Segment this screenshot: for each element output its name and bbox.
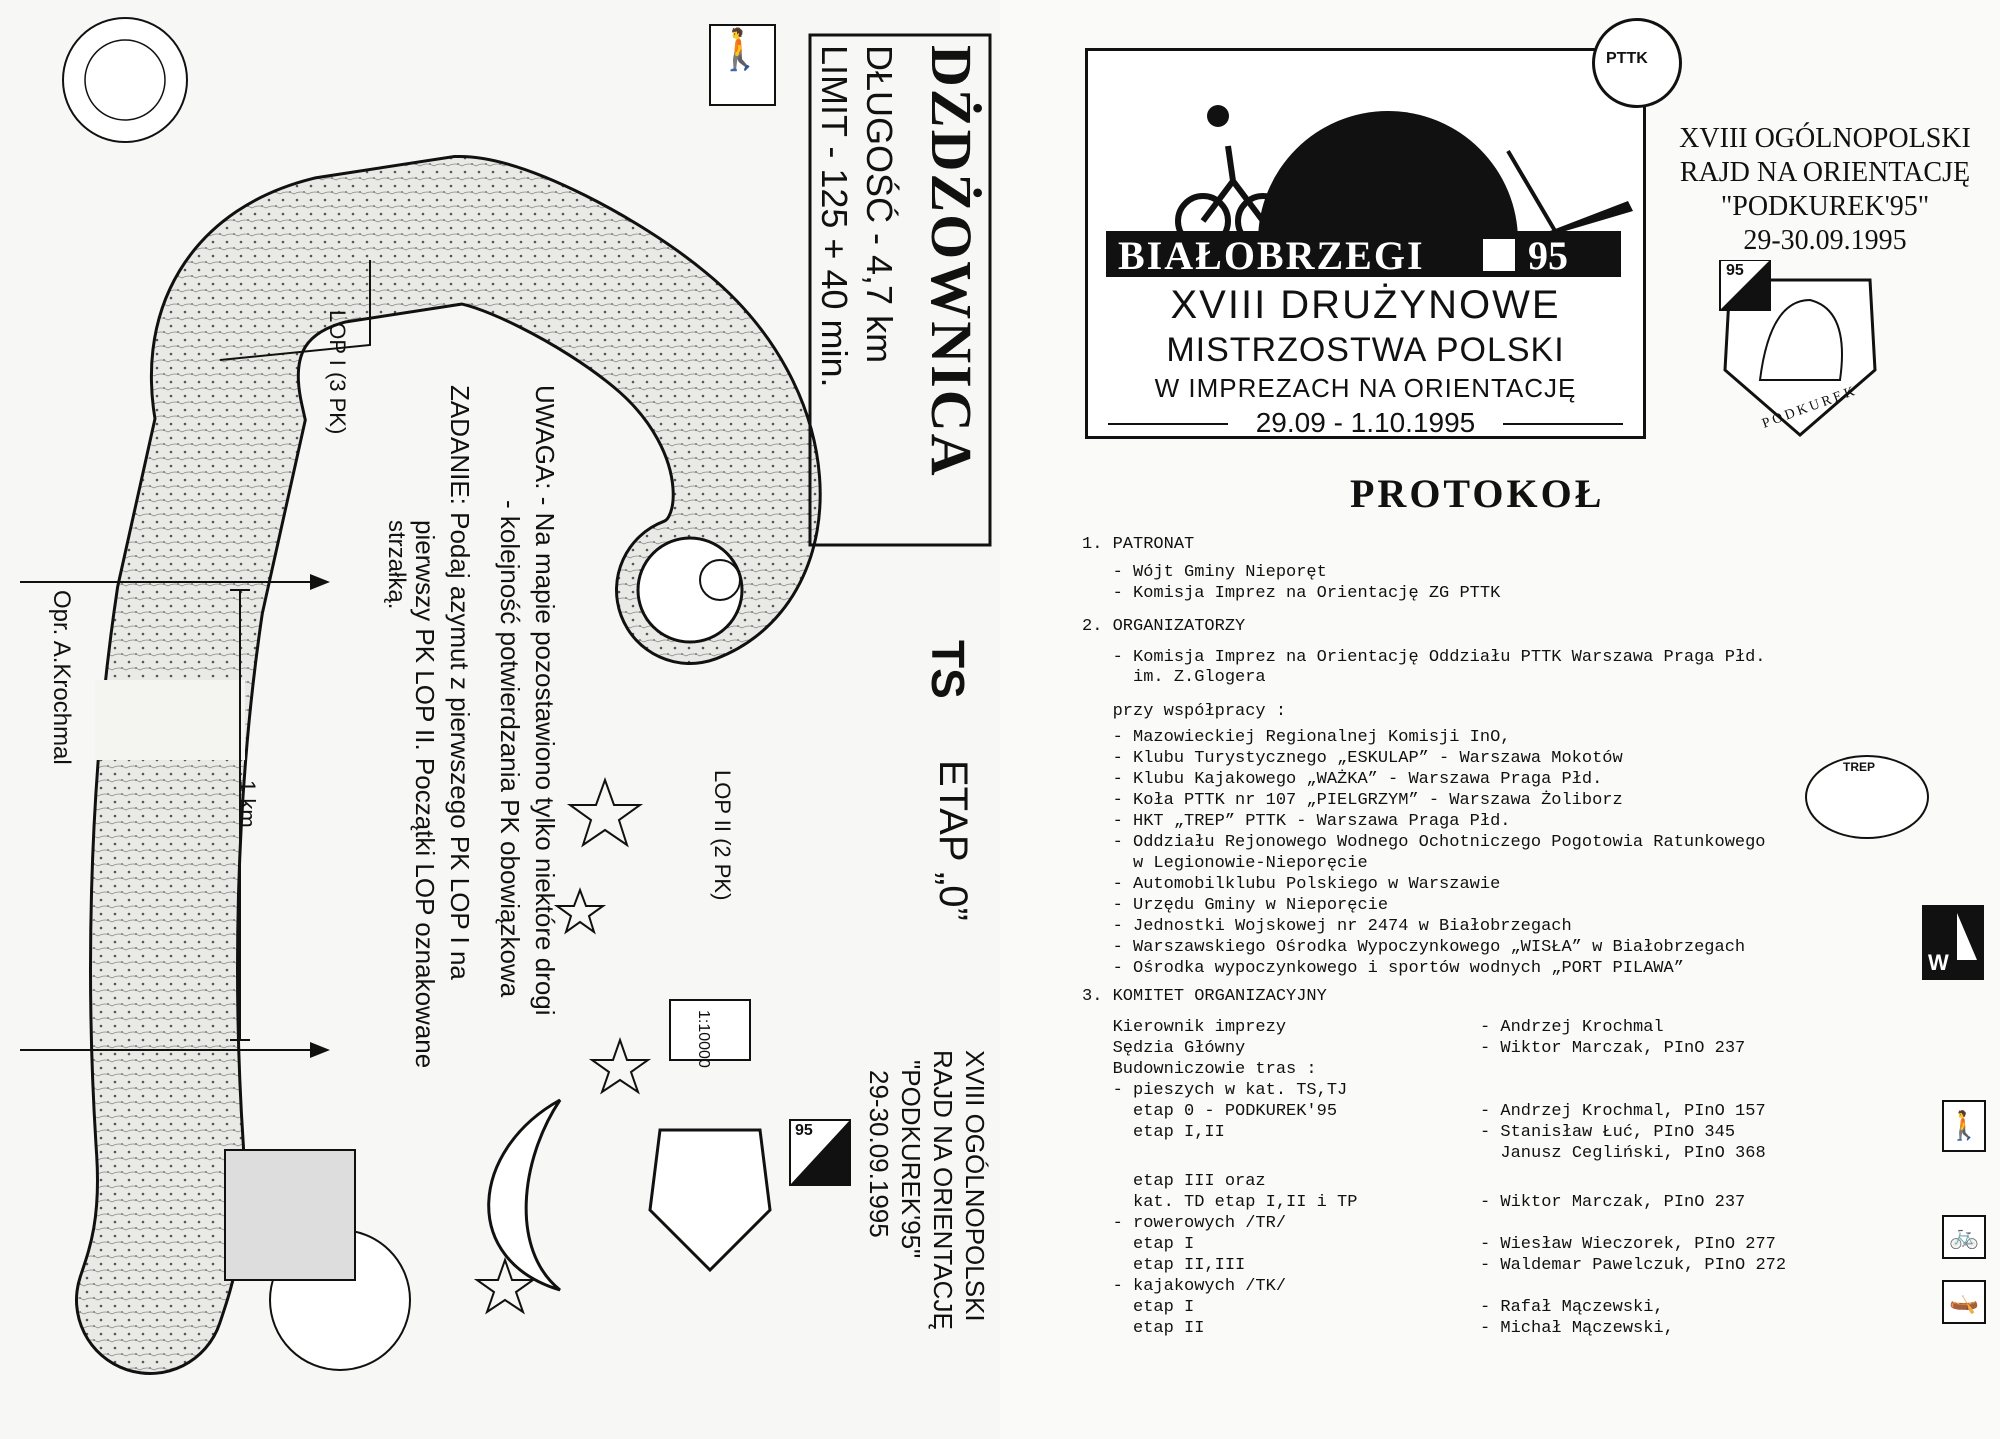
document-title: PROTOKOŁ: [1350, 471, 1605, 516]
task-line-1: ZADANIE: Podaj azymut z pierwszego PK LOP I na: [445, 385, 475, 980]
list-line: - Komisja Imprez na Orientację Oddziału PTTK Warszawa Praga Płd.: [1082, 648, 1766, 667]
list-line: - Jednostki Wojskowej nr 2474 w Białobrzegach: [1082, 917, 1572, 936]
lop1-label: LOP I (3 PK): [325, 310, 350, 435]
committee-person: - Waldemar Pawelczuk, PInO 272: [1480, 1256, 1787, 1275]
list-line: - Klubu Kajakowego „WAŻKA” - Warszawa Praga Płd.: [1082, 770, 1603, 789]
scale-bar-label: 1 km: [235, 780, 260, 828]
rally-line-2: RAJD NA ORIENTACJĘ: [928, 1050, 958, 1330]
list-line: - Oddziału Rejonowego Wodnego Ochotniczego Pogotowia Ratunkowego: [1082, 833, 1766, 852]
podkurek-badge-text: PODKUREK: [1760, 383, 1860, 432]
committee-person: - Wiktor Marczak, PInO 237: [1480, 1193, 1746, 1212]
list-line: - Mazowieckiej Regionalnej Komisji InO,: [1082, 728, 1511, 747]
committee-role: Kierownik imprezy: [1082, 1018, 1287, 1037]
committee-person: - Andrzej Krochmal, PInO 157: [1480, 1102, 1766, 1121]
banner-year: 95: [1528, 233, 1568, 278]
rally-line-3: "PODKUREK'95": [1720, 191, 1930, 222]
committee-person: - Andrzej Krochmal: [1480, 1018, 1664, 1037]
length-info: DŁUGOŚĆ - 4,7 km: [859, 45, 900, 364]
stage-label: ETAP „0”: [931, 760, 975, 921]
list-line: - Ośrodka wypoczynkowego i sportów wodnych „PORT PILAWA”: [1082, 959, 1684, 978]
committee-person: - Wiesław Wieczorek, PInO 277: [1480, 1235, 1776, 1254]
list-line: - Warszawskiego Ośrodka Wypoczynkowego „WISŁA” w Białobrzegach: [1082, 938, 1746, 957]
pttk-logo-text: PTTK: [1606, 50, 1648, 67]
committee-role: etap I,II: [1082, 1123, 1225, 1142]
list-line: 3. KOMITET ORGANIZACYJNY: [1082, 987, 1327, 1006]
banner-title: BIAŁOBRZEGI: [1118, 233, 1425, 278]
note-line-1: UWAGA: - Na mapie pozostawiono tylko niektóre drogi: [530, 385, 560, 1016]
task-line-2: pierwszy PK LOP II. Początki LOP oznakowane: [410, 520, 440, 1069]
category-ts: TS: [922, 640, 974, 699]
list-line: przy współpracy :: [1082, 702, 1287, 721]
committee-role: etap III oraz: [1082, 1172, 1266, 1191]
rally-line-4: 29-30.09.1995: [864, 1070, 894, 1238]
list-line: - HKT „TREP” PTTK - Warszawa Praga Płd.: [1082, 812, 1511, 831]
trep-badge-text: TREP: [1843, 760, 1876, 774]
championship-banner: [1085, 48, 1646, 439]
author-credit: Opr. A.Krochmal: [48, 590, 75, 765]
banner-dates: 29.09 - 1.10.1995: [1255, 407, 1476, 438]
list-line: - Wójt Gminy Nieporęt: [1082, 563, 1327, 582]
rally-line-3: "PODKUREK'95": [896, 1060, 926, 1259]
committee-role: kat. TD etap I,II i TP: [1082, 1193, 1358, 1212]
lop2-label: LOP II (2 PK): [710, 770, 735, 901]
map-title: DŻDŻOWNICA: [919, 45, 984, 478]
committee-role: - kajakowych /TK/: [1082, 1277, 1287, 1296]
right-page-protocol: [1000, 0, 2000, 1439]
sail-logo-letter: W: [1928, 950, 1949, 975]
banner-line-3: W IMPREZACH NA ORIENTACJĘ: [1154, 373, 1577, 403]
committee-role: etap I: [1082, 1298, 1195, 1317]
committee-person: Janusz Cegliński, PInO 368: [1480, 1144, 1766, 1163]
committee-role: etap II: [1082, 1319, 1205, 1338]
list-line: im. Z.Glogera: [1082, 668, 1266, 687]
committee-person: - Wiktor Marczak, PInO 237: [1480, 1039, 1746, 1058]
committee-role: etap I: [1082, 1235, 1195, 1254]
logo-95-left: 95: [795, 1122, 813, 1139]
map-scale: 1:10000: [695, 1010, 712, 1068]
list-line: - Urzędu Gminy w Nieporęcie: [1082, 896, 1389, 915]
note-line-2: - kolejność potwierdzania PK obowiązkowa: [495, 500, 525, 998]
list-line: - Komisja Imprez na Orientację ZG PTTK: [1082, 584, 1501, 603]
banner-line-1: XVIII DRUŻYNOWE: [1170, 283, 1561, 327]
rally-line-4: 29-30.09.1995: [1743, 225, 1907, 256]
sports-silhouettes-illustration: [1088, 51, 1643, 251]
committee-person: - Stanisław Łuć, PInO 345: [1480, 1123, 1736, 1142]
cycling-category-icon: 🚲: [1942, 1215, 1986, 1259]
limit-info: LIMIT - 125 + 40 min.: [814, 45, 855, 388]
list-line: 2. ORGANIZATORZY: [1082, 617, 1246, 636]
list-line: - Automobilklubu Polskiego w Warszawie: [1082, 875, 1501, 894]
committee-role: etap II,III: [1082, 1256, 1246, 1275]
list-line: 1. PATRONAT: [1082, 535, 1195, 554]
logo-95-right: 95: [1726, 262, 1744, 279]
rally-line-1: XVIII OGÓLNOPOLSKI: [1679, 123, 1971, 154]
list-line: - Klubu Turystycznego „ESKULAP” - Warszawa Mokotów: [1082, 749, 1623, 768]
task-line-3: strzałką.: [383, 520, 410, 610]
rally-line-2: RAJD NA ORIENTACJĘ: [1679, 157, 1971, 188]
banner-line-2: MISTRZOSTWA POLSKI: [1166, 331, 1565, 369]
podkurek-badge-illustration: [1700, 260, 1900, 450]
committee-person: - Rafał Mączewski,: [1480, 1298, 1664, 1317]
hiking-category-icon: 🚶: [1942, 1100, 1986, 1152]
list-line: w Legionowie-Nieporęcie: [1082, 854, 1368, 873]
list-line: - Koła PTTK nr 107 „PIELGRZYM” - Warszawa Żoliborz: [1082, 791, 1623, 810]
hiking-pictogram-icon: 🚶: [715, 28, 765, 72]
committee-role: - rowerowych /TR/: [1082, 1214, 1287, 1233]
orienteering-flag-icon: [1483, 239, 1515, 271]
committee-role: - pieszych w kat. TS,TJ: [1082, 1081, 1348, 1100]
committee-person: - Michał Mączewski,: [1480, 1319, 1674, 1338]
committee-role: etap 0 - PODKUREK'95: [1082, 1102, 1338, 1121]
committee-role: Budowniczowie tras :: [1082, 1060, 1317, 1079]
committee-role: Sędzia Główny: [1082, 1039, 1246, 1058]
rally-line-1: XVIII OGÓLNOPOLSKI: [960, 1050, 990, 1322]
kayak-category-icon: 🛶: [1942, 1280, 1986, 1324]
rally-title-block: [1660, 122, 1990, 258]
